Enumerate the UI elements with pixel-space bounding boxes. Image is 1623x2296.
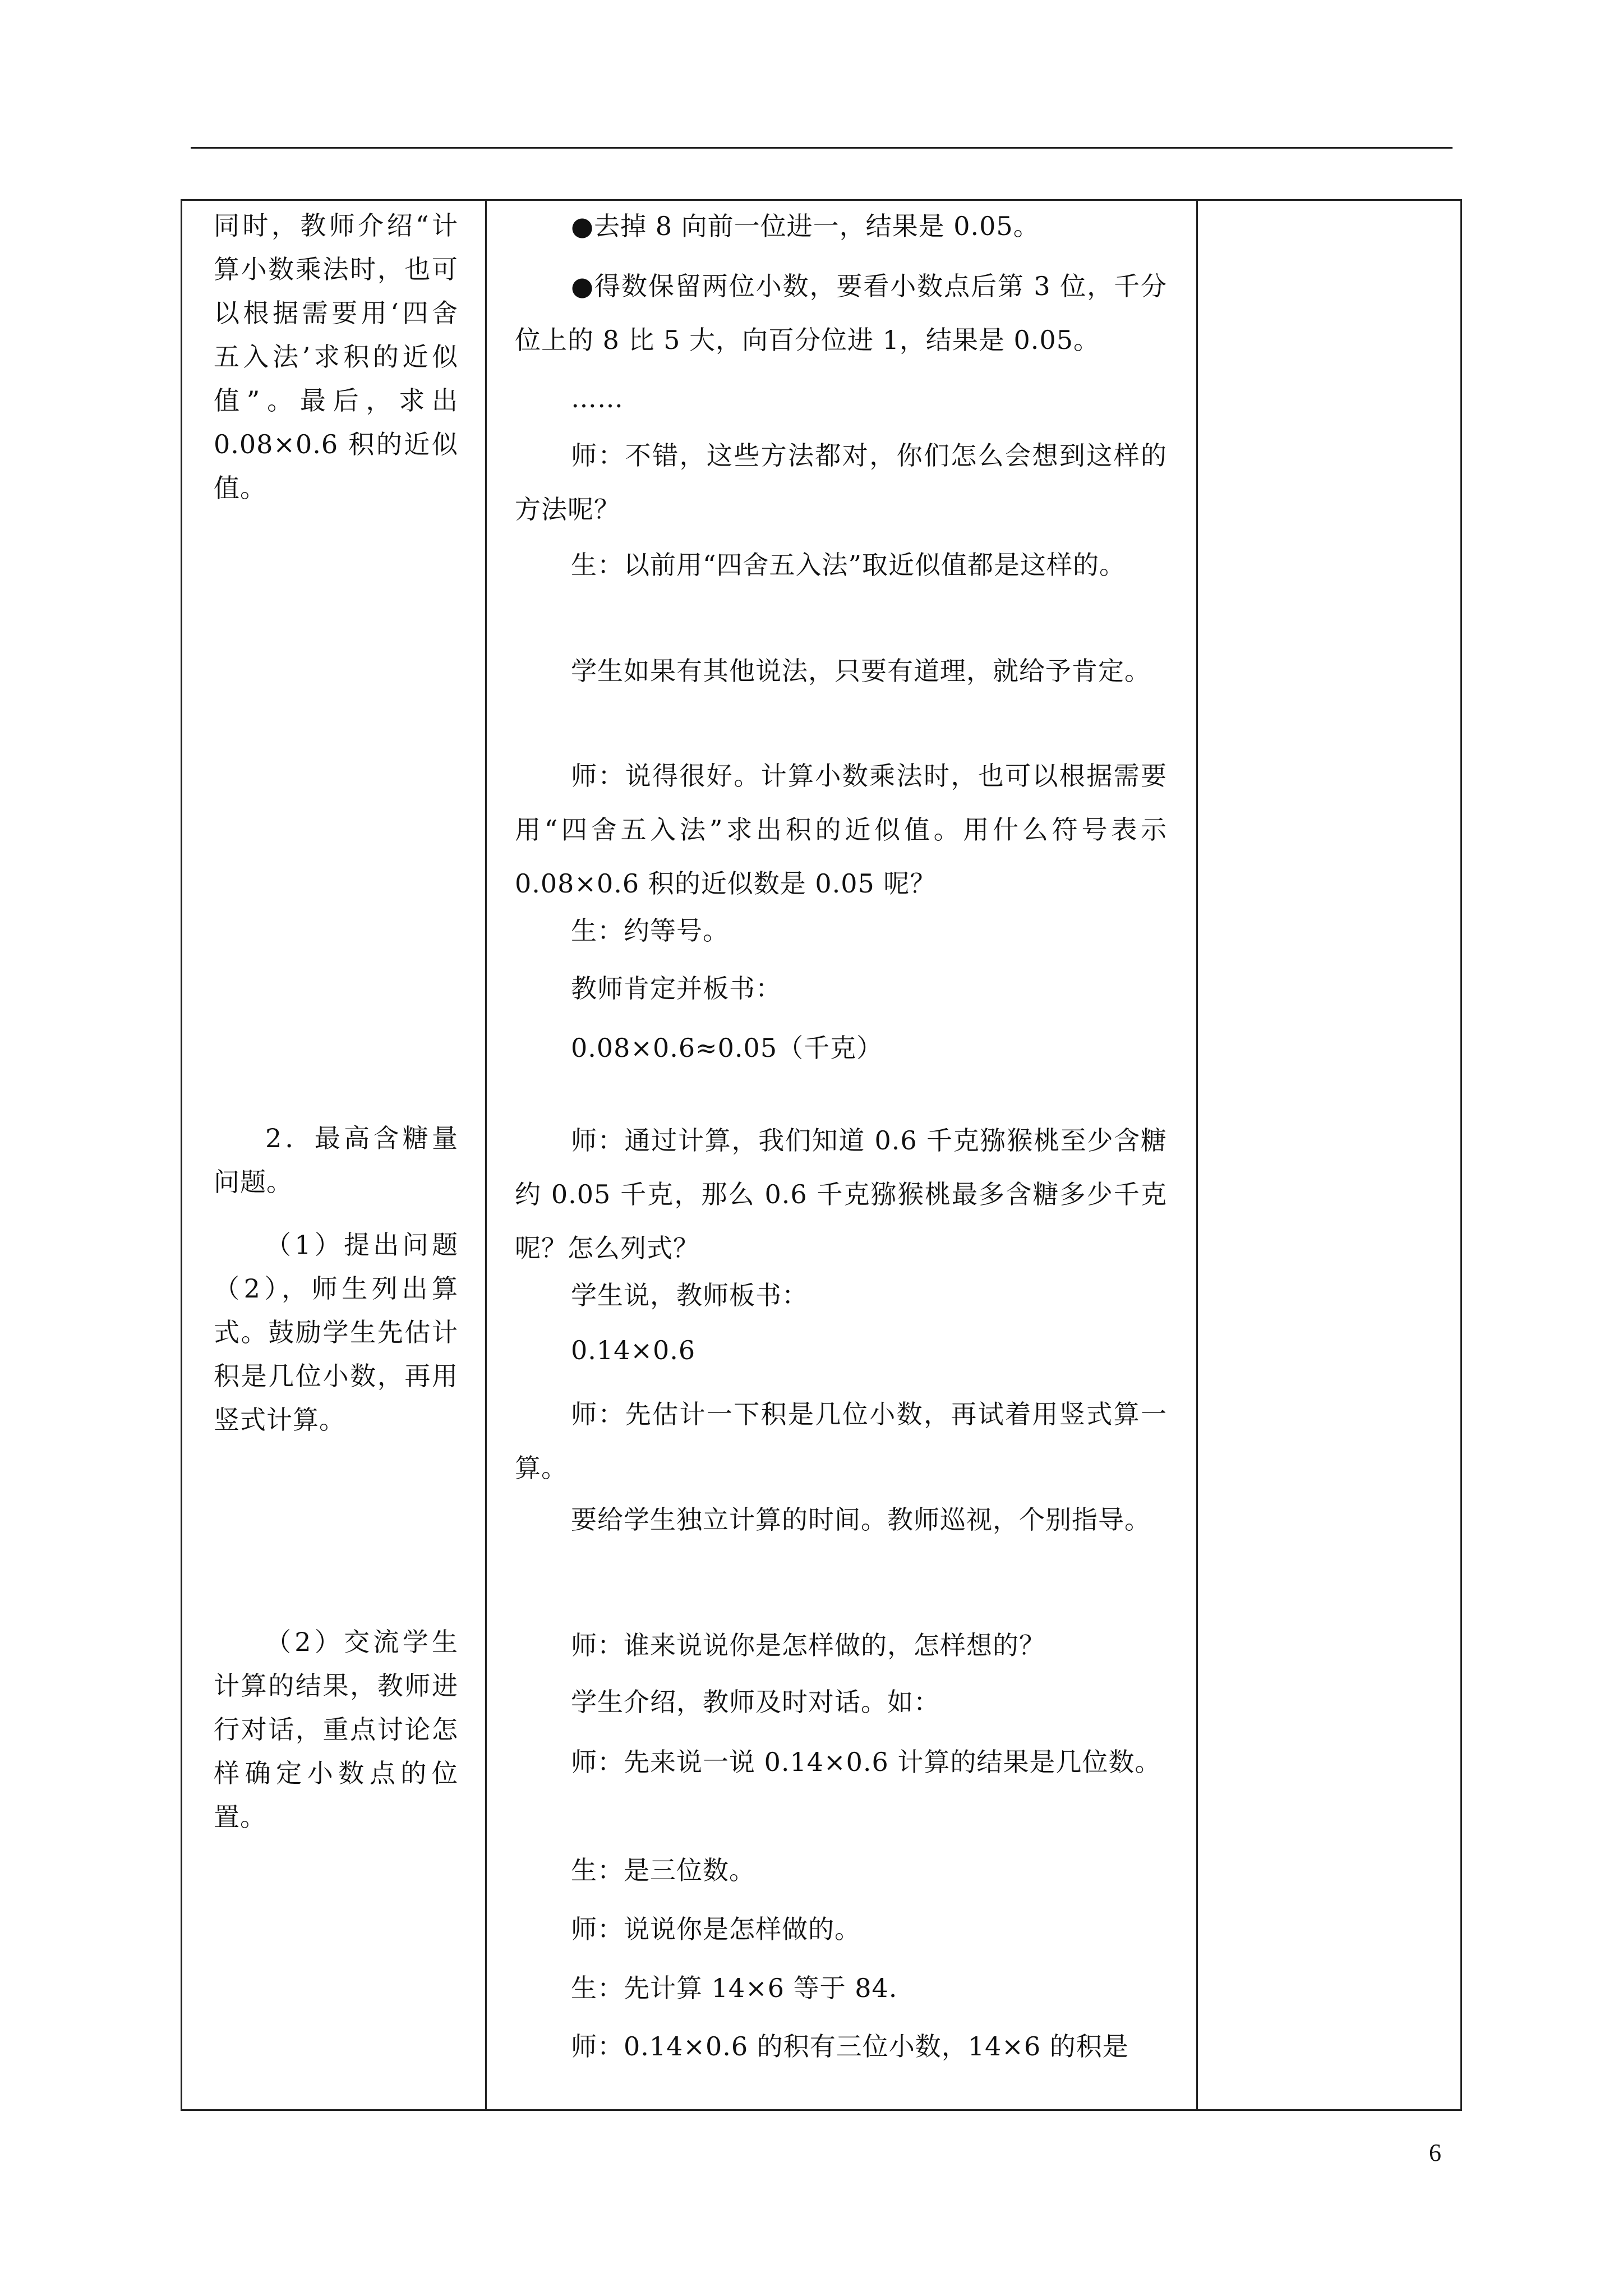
process-paragraph: 生：是三位数。 xyxy=(571,1855,755,1885)
process-paragraph: 生：约等号。 xyxy=(571,915,729,946)
left-paragraph: （1）提出问题（2），师生列出算式。鼓励学生先估计积是几位小数，再用竖式计算。 xyxy=(214,1230,458,1435)
teaching-process-column xyxy=(487,201,1196,2109)
process-paragraph: 0.08×0.6≈0.05（千克） xyxy=(571,1033,883,1063)
process-paragraph: 学生说，教师板书： xyxy=(571,1280,808,1310)
process-paragraph: 生：先计算 14×6 等于 84. xyxy=(571,1973,898,2003)
process-paragraph: 学生介绍，教师及时对话。如： xyxy=(571,1687,940,1717)
left-paragraph: 同时，教师介绍“计算小数乘法时，也可以根据需要用‘四舍五入法’求积的近似值”。最后，求出 0.08×0.6 积的近似值。 xyxy=(214,210,458,503)
page-number: 6 xyxy=(1429,2139,1441,2166)
teaching-design-column xyxy=(182,201,485,2109)
process-paragraph: 师：不错，这些方法都对，你们怎么会想到这样的方法呢？ xyxy=(515,440,1167,524)
process-paragraph: 师：谁来说说你是怎样做的，怎样想的？ xyxy=(571,1630,1045,1660)
left-paragraph: （2）交流学生计算的结果，教师进行对话，重点讨论怎样确定小数点的位置。 xyxy=(214,1627,458,1832)
process-paragraph: 生：以前用“四舍五入法”取近似值都是这样的。 xyxy=(571,550,1126,580)
notes-column xyxy=(1198,201,1460,2109)
process-paragraph: 师：0.14×0.6 的积有三位小数，14×6 的积是 xyxy=(571,2031,1129,2062)
process-paragraph: 师：说得很好。计算小数乘法时，也可以根据需要用“四舍五入法”求出积的近似值。用什么符号表示 0.08×0.6 积的近似数是 0.05 呢？ xyxy=(515,761,1167,899)
process-paragraph: 师：通过计算，我们知道 0.6 千克猕猴桃至少含糖约 0.05 千克，那么 0.6 千克猕猴桃最多含糖多少千克呢？怎么列式？ xyxy=(515,1125,1167,1263)
process-paragraph: ●去掉 8 向前一位进一，结果是 0.05。 xyxy=(571,211,1040,241)
process-paragraph: 师：先估计一下积是几位小数，再试着用竖式算一算。 xyxy=(515,1399,1167,1483)
process-paragraph: 学生如果有其他说法，只要有道理，就给予肯定。 xyxy=(571,656,1151,686)
process-paragraph: 师：先来说一说 0.14×0.6 计算的结果是几位数。 xyxy=(571,1747,1161,1777)
process-paragraph: 师：说说你是怎样做的。 xyxy=(571,1914,861,1944)
process-paragraph: …… xyxy=(571,383,624,413)
header-rule xyxy=(191,147,1453,149)
process-paragraph: ●得数保留两位小数，要看小数点后第 3 位，千分位上的 8 比 5 大，向百分位进 1，结果是 0.05。 xyxy=(515,271,1167,355)
lesson-table xyxy=(181,199,1462,2111)
process-paragraph: 要给学生独立计算的时间。教师巡视，个别指导。 xyxy=(571,1504,1151,1535)
process-paragraph: 0.14×0.6 xyxy=(571,1335,696,1365)
left-paragraph: 2．最高含糖量问题。 xyxy=(214,1123,458,1197)
process-paragraph: 教师肯定并板书： xyxy=(571,973,782,1004)
